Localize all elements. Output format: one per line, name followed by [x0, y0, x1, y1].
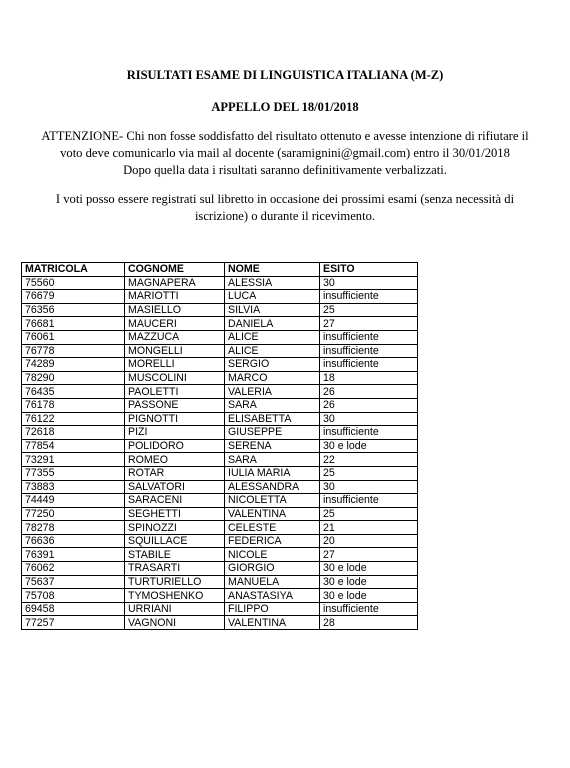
table-row: [22, 398, 418, 412]
table-header-row: [22, 263, 418, 277]
cell-cognome: STABILE: [125, 548, 225, 562]
cell-cognome: MAUCERI: [125, 317, 225, 331]
cell-matricola: 77257: [22, 616, 125, 630]
exam-session-date: APPELLO DEL 18/01/2018: [211, 100, 359, 114]
cell-esito: 27: [320, 548, 418, 562]
registration-info: [20, 191, 550, 225]
table-row: [22, 534, 418, 548]
cell-matricola: 75560: [22, 276, 125, 290]
column-header-esito: ESITO: [320, 263, 418, 277]
cell-cognome: MORELLI: [125, 358, 225, 372]
cell-nome: CELESTE: [225, 521, 320, 535]
cell-cognome: MARIOTTI: [125, 290, 225, 304]
table-row: [22, 317, 418, 331]
cell-nome: ALESSANDRA: [225, 480, 320, 494]
document-title: RISULTATI ESAME DI LINGUISTICA ITALIANA (M-Z): [126, 68, 444, 82]
cell-cognome: ROTAR: [125, 466, 225, 480]
cell-nome: MARCO: [225, 371, 320, 385]
cell-esito: 28: [320, 616, 418, 630]
table-row: [22, 521, 418, 535]
cell-nome: ALICE: [225, 344, 320, 358]
table-row: [22, 358, 418, 372]
cell-nome: VALENTINA: [225, 616, 320, 630]
cell-cognome: MAZZUCA: [125, 330, 225, 344]
cell-matricola: 76778: [22, 344, 125, 358]
cell-matricola: 78290: [22, 371, 125, 385]
cell-matricola: 73883: [22, 480, 125, 494]
cell-esito: insufficiente: [320, 290, 418, 304]
cell-matricola: 72618: [22, 426, 125, 440]
cell-matricola: 76122: [22, 412, 125, 426]
cell-esito: 25: [320, 507, 418, 521]
cell-esito: 26: [320, 398, 418, 412]
table-row: [22, 480, 418, 494]
cell-cognome: PIGNOTTI: [125, 412, 225, 426]
cell-matricola: 74289: [22, 358, 125, 372]
cell-nome: ANASTASIYA: [225, 589, 320, 603]
cell-nome: SERENA: [225, 439, 320, 453]
attention-line: voto deve comunicarlo via mail al docente (saramignini@gmail.com) entro il 30/01/2018: [60, 146, 510, 160]
cell-nome: SARA: [225, 453, 320, 467]
cell-esito: insufficiente: [320, 426, 418, 440]
cell-nome: FILIPPO: [225, 602, 320, 616]
cell-cognome: PASSONE: [125, 398, 225, 412]
cell-esito: 25: [320, 303, 418, 317]
attention-notice: [20, 128, 550, 179]
cell-nome: GIORGIO: [225, 562, 320, 576]
cell-matricola: 77854: [22, 439, 125, 453]
attention-line: ATTENZIONE- Chi non fosse soddisfatto del risultato ottenuto e avesse intenzione di rifiutare il: [41, 129, 529, 143]
cell-nome: NICOLE: [225, 548, 320, 562]
table-row: [22, 385, 418, 399]
cell-nome: IULIA MARIA: [225, 466, 320, 480]
cell-cognome: MUSCOLINI: [125, 371, 225, 385]
cell-nome: SARA: [225, 398, 320, 412]
table-row: [22, 276, 418, 290]
cell-matricola: 76681: [22, 317, 125, 331]
cell-cognome: PIZI: [125, 426, 225, 440]
table-row: [22, 589, 418, 603]
cell-nome: NICOLETTA: [225, 494, 320, 508]
cell-esito: 30: [320, 276, 418, 290]
cell-matricola: 69458: [22, 602, 125, 616]
cell-nome: VALENTINA: [225, 507, 320, 521]
table-row: [22, 290, 418, 304]
table-row: [22, 303, 418, 317]
cell-matricola: 76391: [22, 548, 125, 562]
cell-nome: SERGIO: [225, 358, 320, 372]
cell-cognome: SARACENI: [125, 494, 225, 508]
cell-nome: LUCA: [225, 290, 320, 304]
cell-cognome: TYMOSHENKO: [125, 589, 225, 603]
cell-cognome: MONGELLI: [125, 344, 225, 358]
cell-nome: SILVIA: [225, 303, 320, 317]
cell-matricola: 77250: [22, 507, 125, 521]
cell-esito: 30 e lode: [320, 562, 418, 576]
table-row: [22, 330, 418, 344]
cell-esito: insufficiente: [320, 494, 418, 508]
column-header-nome: NOME: [225, 263, 320, 277]
table-row: [22, 426, 418, 440]
cell-cognome: MASIELLO: [125, 303, 225, 317]
cell-cognome: TRASARTI: [125, 562, 225, 576]
cell-matricola: 76636: [22, 534, 125, 548]
table-row: [22, 507, 418, 521]
table-row: [22, 344, 418, 358]
column-header-matricola: MATRICOLA: [22, 263, 125, 277]
cell-esito: 22: [320, 453, 418, 467]
cell-cognome: TURTURIELLO: [125, 575, 225, 589]
cell-cognome: SQUILLACE: [125, 534, 225, 548]
cell-matricola: 77355: [22, 466, 125, 480]
cell-esito: 20: [320, 534, 418, 548]
cell-nome: GIUSEPPE: [225, 426, 320, 440]
cell-nome: ALESSIA: [225, 276, 320, 290]
table-row: [22, 616, 418, 630]
cell-matricola: 76679: [22, 290, 125, 304]
cell-matricola: 76435: [22, 385, 125, 399]
table-row: [22, 602, 418, 616]
table-row: [22, 466, 418, 480]
table-row: [22, 548, 418, 562]
cell-matricola: 73291: [22, 453, 125, 467]
results-table: [21, 262, 418, 630]
table-row: [22, 453, 418, 467]
table-row: [22, 412, 418, 426]
cell-nome: ELISABETTA: [225, 412, 320, 426]
cell-esito: 30 e lode: [320, 589, 418, 603]
cell-cognome: SEGHETTI: [125, 507, 225, 521]
cell-esito: 30: [320, 480, 418, 494]
cell-matricola: 75637: [22, 575, 125, 589]
cell-matricola: 76062: [22, 562, 125, 576]
cell-esito: 30 e lode: [320, 439, 418, 453]
cell-cognome: PAOLETTI: [125, 385, 225, 399]
cell-cognome: URRIANI: [125, 602, 225, 616]
cell-nome: ALICE: [225, 330, 320, 344]
table-row: [22, 439, 418, 453]
cell-cognome: ROMEO: [125, 453, 225, 467]
cell-esito: 25: [320, 466, 418, 480]
cell-cognome: SALVATORI: [125, 480, 225, 494]
cell-esito: 26: [320, 385, 418, 399]
cell-matricola: 76178: [22, 398, 125, 412]
cell-matricola: 78278: [22, 521, 125, 535]
table-row: [22, 494, 418, 508]
cell-esito: 30: [320, 412, 418, 426]
cell-cognome: VAGNONI: [125, 616, 225, 630]
cell-matricola: 76356: [22, 303, 125, 317]
table-row: [22, 371, 418, 385]
cell-nome: VALERIA: [225, 385, 320, 399]
cell-esito: 30 e lode: [320, 575, 418, 589]
cell-matricola: 76061: [22, 330, 125, 344]
cell-cognome: SPINOZZI: [125, 521, 225, 535]
cell-nome: FEDERICA: [225, 534, 320, 548]
column-header-cognome: COGNOME: [125, 263, 225, 277]
cell-esito: 18: [320, 371, 418, 385]
cell-nome: DANIELA: [225, 317, 320, 331]
cell-esito: insufficiente: [320, 344, 418, 358]
cell-esito: insufficiente: [320, 602, 418, 616]
table-row: [22, 562, 418, 576]
info-line: I voti posso essere registrati sul libretto in occasione dei prossimi esami (senza necessità di: [55, 192, 515, 206]
info-line: iscrizione) o durante il ricevimento.: [194, 209, 376, 223]
cell-esito: 21: [320, 521, 418, 535]
cell-esito: insufficiente: [320, 358, 418, 372]
results-table-body: [22, 276, 418, 629]
cell-matricola: 75708: [22, 589, 125, 603]
cell-matricola: 74449: [22, 494, 125, 508]
cell-esito: 27: [320, 317, 418, 331]
cell-esito: insufficiente: [320, 330, 418, 344]
cell-cognome: POLIDORO: [125, 439, 225, 453]
attention-line: Dopo quella data i risultati saranno definitivamente verbalizzati.: [123, 163, 447, 177]
table-row: [22, 575, 418, 589]
cell-cognome: MAGNAPERA: [125, 276, 225, 290]
cell-nome: MANUELA: [225, 575, 320, 589]
